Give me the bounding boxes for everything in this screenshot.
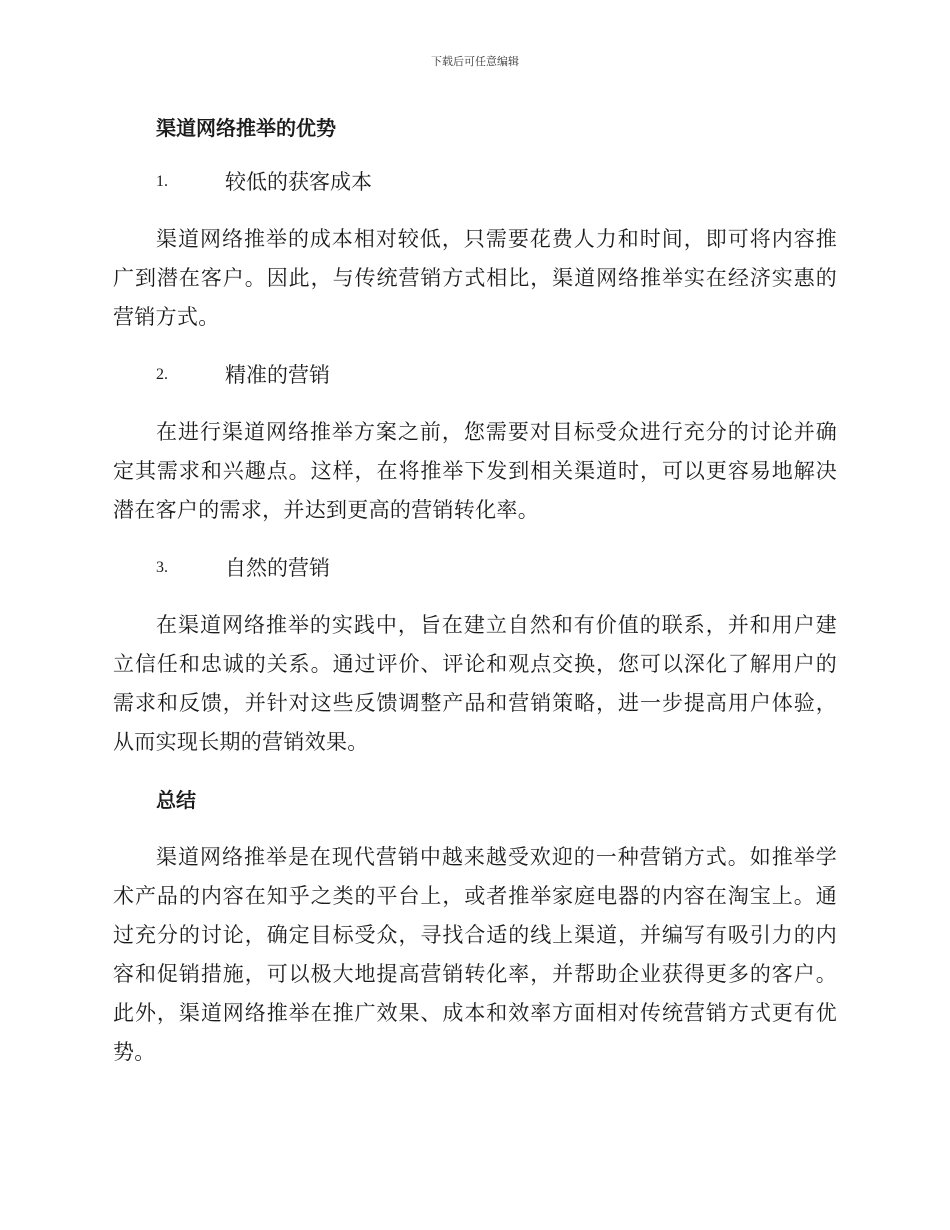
list-item-title: 较低的获客成本	[225, 170, 372, 194]
list-item-title: 精准的营销	[225, 363, 330, 387]
section-title-advantages: 渠道网络推举的优势	[156, 116, 336, 140]
list-number: 3.	[156, 559, 168, 576]
section-title-summary: 总结	[156, 788, 196, 812]
list-item-3	[113, 552, 837, 584]
paragraph-natural-marketing: 在渠道网络推举的实践中，旨在建立自然和有价值的联系，并和用户建立信任和忠诚的关系。通过评价、评论和观点交换，您可以深化了解用户的需求和反馈，并针对这些反馈调整产品和营销策略，进一步提高用户体验，从而实现长期的营销效果。	[113, 613, 837, 754]
list-item-title: 自然的营销	[225, 556, 330, 580]
header-note: 下载后可任意编辑	[431, 55, 519, 68]
list-item-2	[113, 359, 837, 391]
paragraph-precise-marketing: 在进行渠道网络推举方案之前，您需要对目标受众进行充分的讨论并确定其需求和兴趣点。这样，在将推举下发到相关渠道时，可以更容易地解决潜在客户的需求，并达到更高的营销转化率。	[113, 420, 837, 522]
document-body	[113, 112, 837, 1072]
list-number: 2.	[156, 366, 168, 383]
list-number: 1.	[156, 173, 168, 190]
list-item-1	[113, 166, 837, 198]
paragraph-summary: 渠道网络推举是在现代营销中越来越受欢迎的一种营销方式。如推举学术产品的内容在知乎之类的平台上，或者推举家庭电器的内容在淘宝上。通过充分的讨论，确定目标受众，寻找合适的线上渠道，并编写有吸引力的内容和促销措施，可以极大地提高营销转化率，并帮助企业获得更多的客户。此外，渠道网络推举在推广效果、成本和效率方面相对传统营销方式更有优势。	[113, 845, 837, 1064]
paragraph-low-cost: 渠道网络推举的成本相对较低，只需要花费人力和时间，即可将内容推广到潜在客户。因此，与传统营销方式相比，渠道网络推举实在经济实惠的营销方式。	[113, 227, 837, 329]
